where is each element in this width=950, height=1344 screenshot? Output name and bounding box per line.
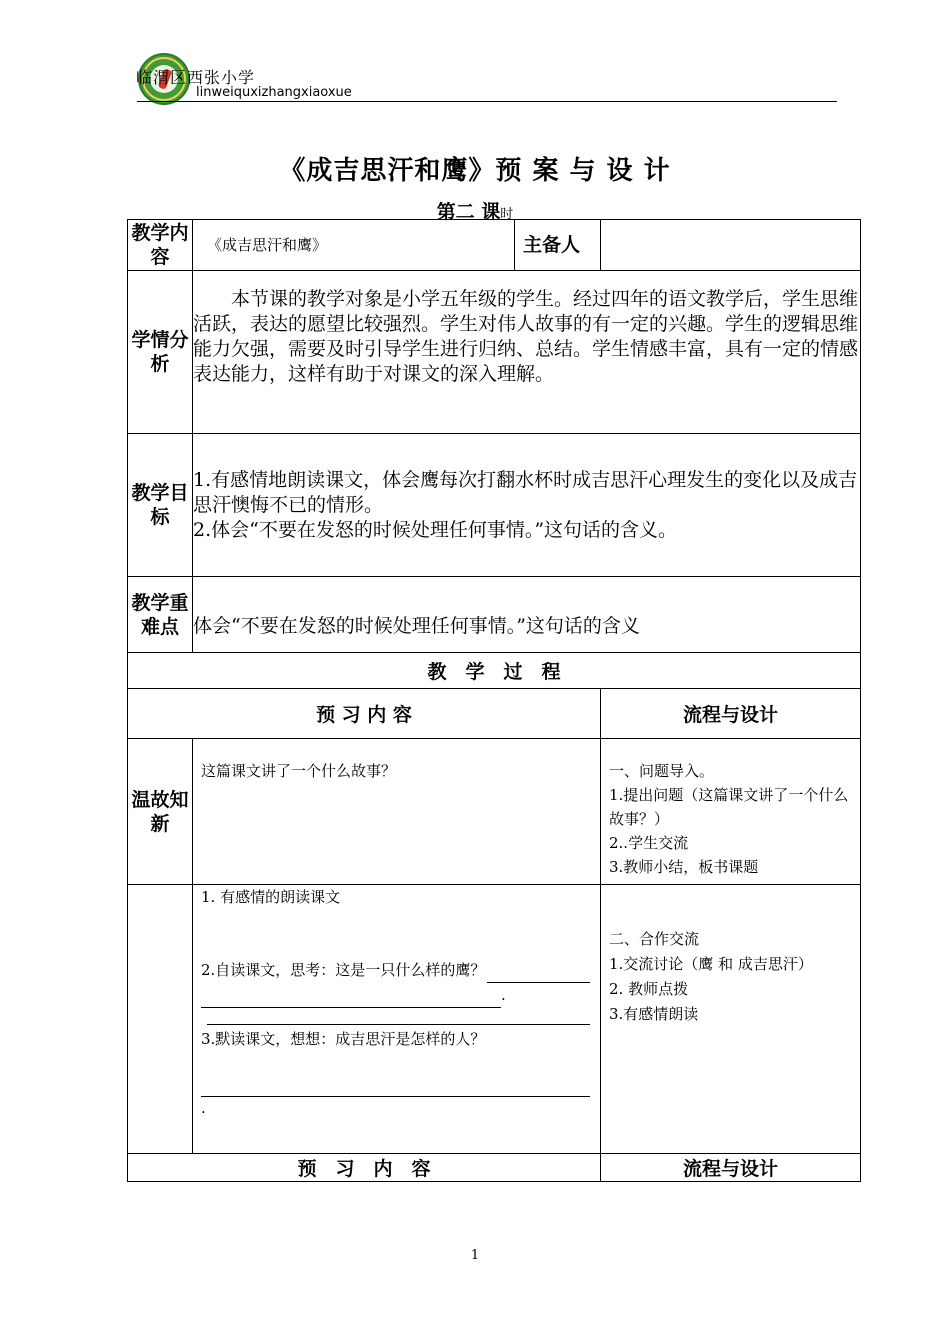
review-flow [601,739,861,885]
review-label: 温故知新 [128,739,193,885]
preparer-value [601,220,861,271]
row-cooperate [128,885,861,1154]
row-key-points [128,577,861,653]
row-content [128,220,861,271]
flow-step: 2. 教师点拨 [609,980,689,998]
analysis-text: 本节课的教学对象是小学五年级的学生。经过四年的语文教学后，学生思维活跃，表达的愿望比较强烈。学生对伟人故事的有一定的兴趣。学生的逻辑思维能力欠强，需要及时引导学生进行归纳、总结。学生情感丰富，具有一定的情感表达能力，这样有助于对课文的深入理解。 [193,271,861,434]
cooperate-flow [601,885,861,1154]
row-process-header [128,653,861,689]
flow-step: 一、问题导入。 [609,762,715,780]
row-col-headers [128,689,861,739]
flow-step: 二、合作交流 [609,930,700,948]
flow-header: 流程与设计 [601,689,861,739]
analysis-label: 学情分析 [128,271,193,434]
school-name: 临渭区西张小学 [136,68,256,87]
preview-header: 预 习 内 容 [128,689,601,739]
flow-step: 1.提出问题（这篇课文讲了一个什么故事？） [609,786,849,828]
lesson-period-suffix: 时 [500,207,514,222]
flow-step: 3.有感情朗读 [609,1005,699,1023]
task-item: 3.默读课文，想想：成吉思汗是怎样的人？ [201,1030,486,1048]
answer-line [201,989,501,1008]
lesson-plan-table [127,219,861,1182]
page-title: 《成吉思汗和鹰》预 案 与 设 计 [279,156,671,186]
goals-text [193,434,861,577]
row-analysis [128,271,861,434]
answer-line [487,964,590,983]
cooperate-items: 1. 有感情的朗读课文 2.自读课文，思考：这是一只什么样的鹰？ . 3.默读课文，想想：成吉思汗是怎样的人？ . [193,885,601,1154]
preview-header-repeat: 预 习 内 容 [128,1154,601,1182]
flow-header-repeat: 流程与设计 [601,1154,861,1182]
goal-item: 1.有感情地朗读课文，体会鹰每次打翻水杯时成吉思汗心理发生的变化以及成吉思汗懊悔不已的情形。 [193,468,858,516]
row-review [128,739,861,885]
page-number: 1 [470,1248,480,1263]
process-header: 教 学 过 程 [128,653,861,689]
task-item: 2.自读课文，思考：这是一只什么样的鹰？ [201,961,486,979]
answer-line [207,1010,590,1025]
school-pinyin: linweiquxizhangxiaoxue [196,85,352,100]
content-value: 《成吉思汗和鹰》 [193,220,515,271]
key-points-text: 体会“不要在发怒的时候处理任何事情。”这句话的含义 [193,577,861,653]
task-item-row [201,958,590,983]
flow-step: 1.交流讨论（鹰 和 成吉思汗） [609,955,813,973]
key-points-label: 教学重难点 [128,577,193,653]
answer-line-row: . [201,983,590,1008]
flow-step: 2..学生交流 [609,834,689,852]
lesson-period-main: 第二 课 [436,201,501,223]
goal-item: 2.体会“不要在发怒的时候处理任何事情。”这句话的含义。 [193,518,678,541]
row-footer-headers [128,1154,861,1182]
content-label: 教学内容 [128,220,193,271]
goals-label: 教学目标 [128,434,193,577]
review-question: 这篇课文讲了一个什么故事？ [193,739,601,885]
cooperate-label [128,885,193,1154]
preparer-label: 主备人 [515,220,601,271]
header-rule [137,101,837,102]
row-goals [128,434,861,577]
answer-line [201,1082,590,1097]
flow-step: 3.教师小结，板书课题 [609,858,759,876]
task-item: 1. 有感情的朗读课文 [201,888,341,906]
